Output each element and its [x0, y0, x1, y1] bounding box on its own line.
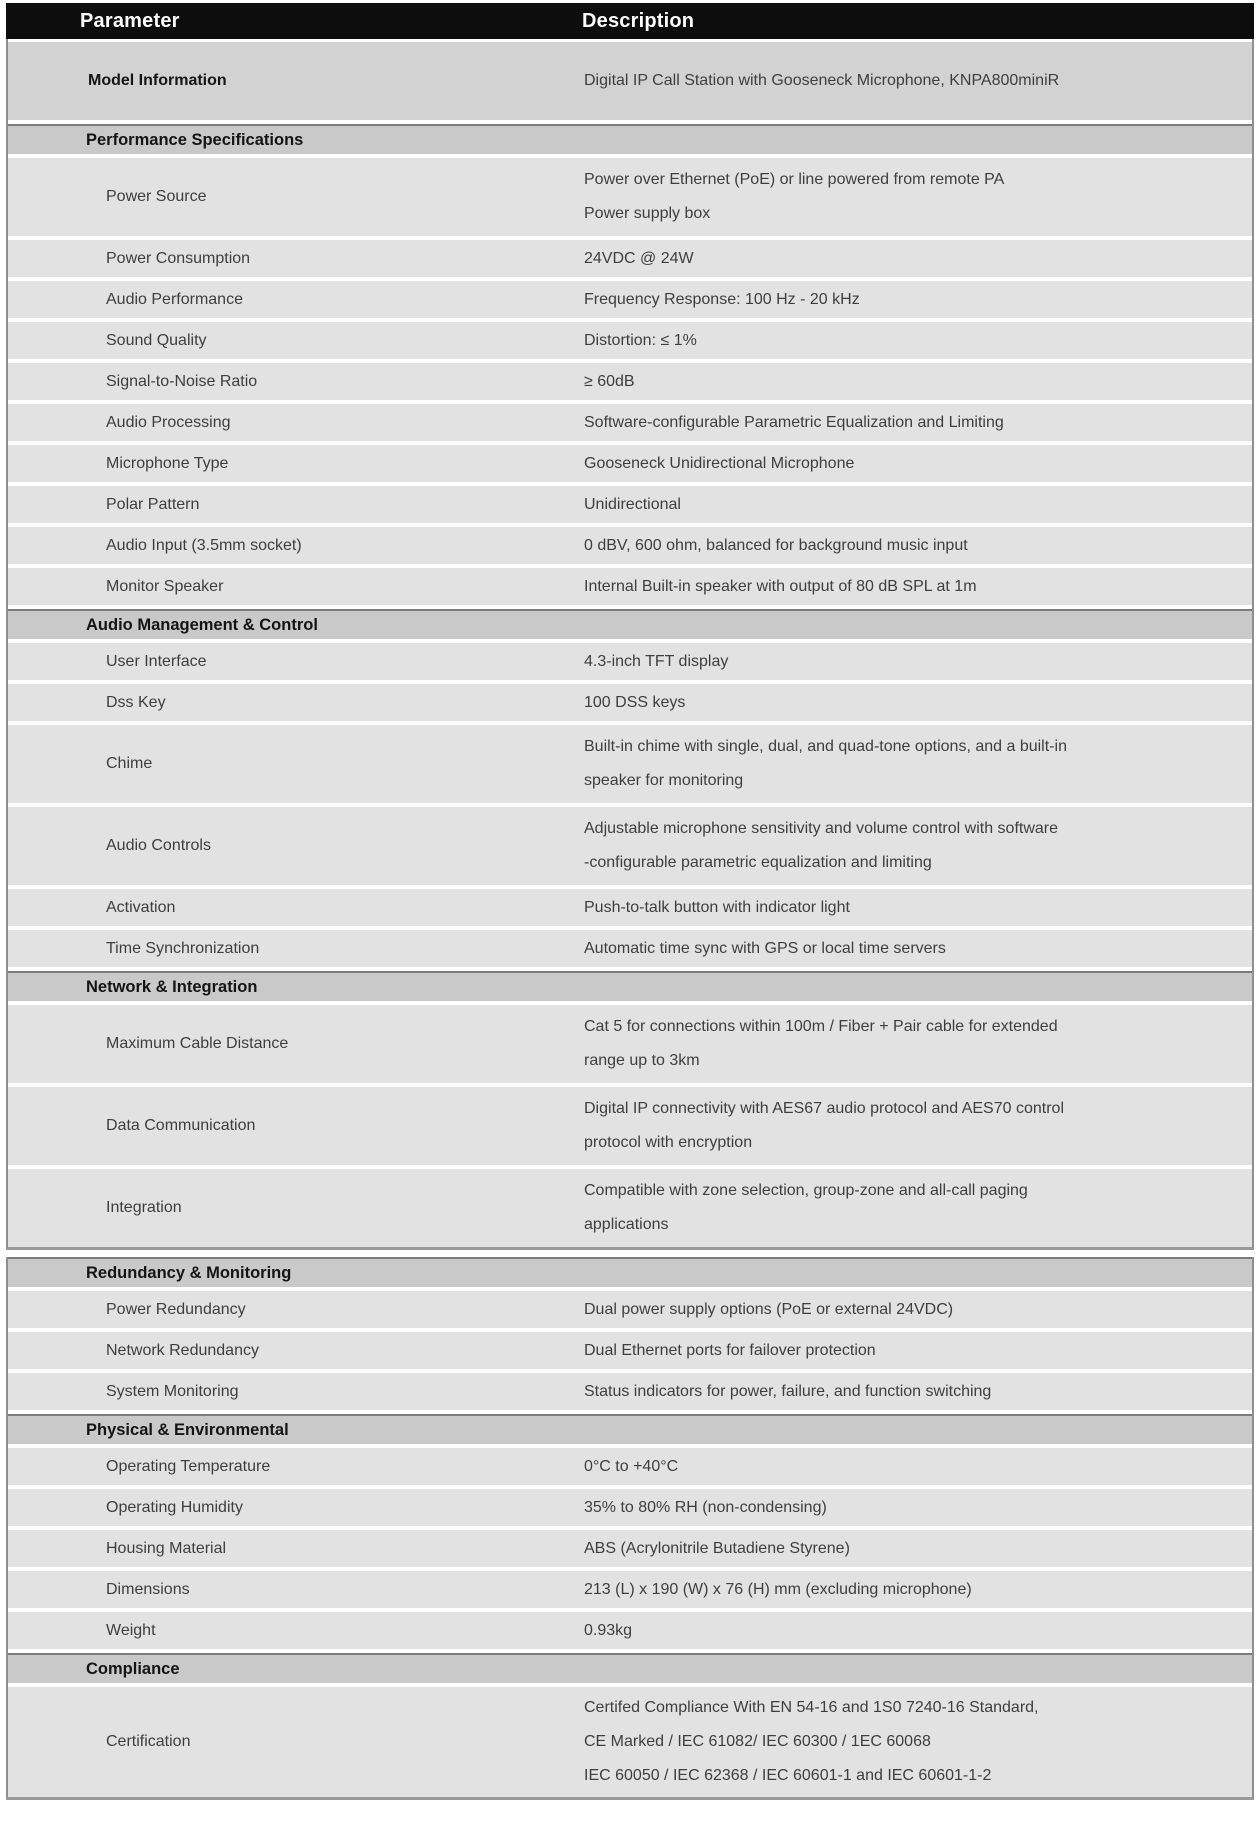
description-line: speaker for monitoring: [584, 772, 744, 789]
spec-row: [8, 363, 1252, 400]
spec-row: [8, 240, 1252, 277]
spec-row: [8, 42, 1252, 120]
parameter-cell: [8, 188, 584, 206]
parameter-cell: [8, 537, 584, 555]
spec-row: [8, 1169, 1252, 1247]
spec-row: [8, 807, 1252, 885]
parameter-label: Audio Performance: [106, 290, 243, 308]
parameter-label: Integration: [106, 1199, 182, 1216]
parameter-label: Monitor Speaker: [106, 577, 224, 595]
description-cell: [584, 932, 1252, 966]
spec-row: [8, 889, 1252, 926]
description-line: ≥ 60dB: [584, 372, 635, 390]
description-line: Internal Built-in speaker with output of 80 dB SPL at 1m: [584, 577, 977, 595]
description-line: 100 DSS keys: [584, 693, 686, 711]
description-cell: [584, 1573, 1252, 1607]
parameter-cell: [8, 1301, 584, 1319]
description-cell: [584, 1092, 1252, 1160]
spec-row: [8, 1291, 1252, 1328]
parameter-cell: [8, 899, 584, 917]
spec-row: [8, 1373, 1252, 1410]
parameter-cell: [8, 72, 584, 90]
description-cell: [584, 529, 1252, 563]
spec-row: [8, 158, 1252, 236]
section-title: Redundancy & Monitoring: [86, 1263, 292, 1282]
description-cell: [584, 1010, 1252, 1078]
parameter-label: Dss Key: [106, 693, 166, 711]
parameter-cell: [8, 1733, 584, 1751]
parameter-cell: [8, 291, 584, 309]
parameter-cell: [8, 1199, 584, 1217]
col-header-parameter: Parameter: [80, 9, 180, 32]
parameter-label: Network Redundancy: [106, 1341, 259, 1359]
description-line: CE Marked / IEC 61082/ IEC 60300 / 1EC 60068: [584, 1733, 931, 1750]
description-line: applications: [584, 1216, 669, 1233]
parameter-cell: [8, 1499, 584, 1517]
parameter-cell: [8, 837, 584, 855]
description-line: Dual power supply options (PoE or external 24VDC): [584, 1300, 954, 1318]
parameter-label: Model Information: [88, 72, 227, 89]
description-line: Frequency Response: 100 Hz - 20 kHz: [584, 290, 860, 308]
spec-table-block-1: [6, 3, 1254, 1250]
parameter-label: Certification: [106, 1733, 191, 1750]
parameter-label: Power Source: [106, 188, 207, 205]
parameter-label: Operating Humidity: [106, 1498, 243, 1516]
description-line: Status indicators for power, failure, and function switching: [584, 1382, 992, 1400]
description-cell: [584, 406, 1252, 440]
description-line: 4.3-inch TFT display: [584, 652, 729, 670]
description-cell: [584, 1174, 1252, 1242]
description-line: 0 dBV, 600 ohm, balanced for background music input: [584, 536, 968, 554]
description-line: Gooseneck Unidirectional Microphone: [584, 454, 855, 472]
spec-row: [8, 1087, 1252, 1165]
parameter-cell: [8, 250, 584, 268]
spec-row: [8, 1571, 1252, 1608]
spec-row: [8, 930, 1252, 967]
parameter-label: Polar Pattern: [106, 495, 200, 513]
parameter-cell: [8, 940, 584, 958]
spec-row: [8, 281, 1252, 318]
description-cell: [584, 447, 1252, 481]
description-line: ABS (Acrylonitrile Butadiene Styrene): [584, 1539, 850, 1557]
parameter-label: Data Communication: [106, 1117, 256, 1134]
spec-row: [8, 1612, 1252, 1649]
description-cell: [584, 365, 1252, 399]
description-cell: [584, 686, 1252, 720]
parameter-label: Time Synchronization: [106, 939, 260, 957]
description-line: Compatible with zone selection, group-zone and all-call paging: [584, 1182, 1028, 1199]
description-cell: [584, 1691, 1252, 1793]
parameter-label: Sound Quality: [106, 331, 207, 349]
parameter-label: Power Consumption: [106, 249, 251, 267]
spec-row: [8, 1332, 1252, 1369]
section-title: Physical & Environmental: [86, 1420, 289, 1439]
description-line: Automatic time sync with GPS or local time servers: [584, 939, 946, 957]
parameter-cell: [8, 578, 584, 596]
description-line: Power over Ethernet (PoE) or line powered from remote PA: [584, 171, 1005, 188]
parameter-cell: [8, 496, 584, 514]
parameter-cell: [8, 755, 584, 773]
parameter-cell: [8, 1117, 584, 1135]
parameter-label: Housing Material: [106, 1539, 227, 1557]
description-line: Digital IP Call Station with Gooseneck Microphone, KNPA800miniR: [584, 72, 1060, 89]
section-header-row: [8, 971, 1252, 1001]
parameter-label: Audio Controls: [106, 837, 211, 854]
parameter-label: Power Redundancy: [106, 1300, 246, 1318]
description-header-cell: [582, 10, 1254, 33]
description-line: 24VDC @ 24W: [584, 249, 694, 267]
parameter-cell: [8, 1622, 584, 1640]
description-cell: [584, 570, 1252, 604]
spec-row: [8, 527, 1252, 564]
description-cell: [584, 64, 1252, 98]
parameter-label: Signal-to-Noise Ratio: [106, 372, 258, 390]
description-line: 0.93kg: [584, 1621, 633, 1639]
description-cell: [584, 283, 1252, 317]
description-cell: [584, 324, 1252, 358]
spec-row: [8, 1448, 1252, 1485]
spec-row: [8, 486, 1252, 523]
description-line: Digital IP connectivity with AES67 audio protocol and AES70 control: [584, 1100, 1064, 1117]
description-line: Distortion: ≤ 1%: [584, 331, 697, 349]
parameter-cell: [8, 653, 584, 671]
parameter-label: Dimensions: [106, 1580, 190, 1598]
description-line: 35% to 80% RH (non-condensing): [584, 1498, 827, 1516]
description-line: Built-in chime with single, dual, and quad-tone options, and a built-in: [584, 738, 1067, 755]
spec-row: [8, 322, 1252, 359]
description-line: IEC 60050 / IEC 62368 / IEC 60601-1 and IEC 60601-1-2: [584, 1767, 992, 1784]
description-line: Certifed Compliance With EN 54-16 and 1S0 7240-16 Standard,: [584, 1699, 1039, 1716]
description-cell: [584, 645, 1252, 679]
col-header-description: Description: [582, 9, 695, 32]
parameter-label: Operating Temperature: [106, 1457, 271, 1475]
description-cell: [584, 242, 1252, 276]
parameter-label: Activation: [106, 898, 176, 916]
description-line: protocol with encryption: [584, 1134, 753, 1151]
spec-table-block-2: [6, 1257, 1254, 1800]
parameter-cell: [8, 332, 584, 350]
section-title: Audio Management & Control: [86, 615, 318, 634]
parameter-cell: [8, 1342, 584, 1360]
parameter-label: Microphone Type: [106, 454, 229, 472]
description-line: Cat 5 for connections within 100m / Fiber + Pair cable for extended: [584, 1018, 1058, 1035]
spec-row: [8, 1005, 1252, 1083]
description-line: Software-configurable Parametric Equalization and Limiting: [584, 413, 1004, 431]
description-cell: [584, 1491, 1252, 1525]
section-header-row: [8, 124, 1252, 154]
spec-row: [8, 1530, 1252, 1567]
parameter-cell: [8, 694, 584, 712]
spec-row: [8, 643, 1252, 680]
spec-row: [8, 725, 1252, 803]
section-title: Compliance: [86, 1659, 180, 1678]
section-header-row: [8, 1653, 1252, 1683]
description-cell: [584, 891, 1252, 925]
section-header-row: [8, 1257, 1252, 1287]
description-line: Dual Ethernet ports for failover protection: [584, 1341, 876, 1359]
spec-row: [8, 684, 1252, 721]
parameter-cell: [8, 1540, 584, 1558]
description-line: -configurable parametric equalization and limiting: [584, 854, 932, 871]
description-cell: [584, 1334, 1252, 1368]
section-title: Network & Integration: [86, 977, 258, 996]
parameter-cell: [8, 455, 584, 473]
description-cell: [584, 488, 1252, 522]
spec-row: [8, 568, 1252, 605]
parameter-cell: [8, 1035, 584, 1053]
description-line: range up to 3km: [584, 1052, 700, 1069]
parameter-label: Audio Processing: [106, 413, 231, 431]
section-header-row: [8, 1414, 1252, 1444]
spec-row: [8, 1489, 1252, 1526]
parameter-label: Audio Input (3.5mm socket): [106, 536, 302, 554]
description-cell: [584, 1375, 1252, 1409]
parameter-cell: [8, 1581, 584, 1599]
parameter-label: System Monitoring: [106, 1382, 239, 1400]
parameter-header-cell: [6, 10, 582, 33]
spec-row: [8, 445, 1252, 482]
parameter-label: Chime: [106, 755, 153, 772]
parameter-label: User Interface: [106, 652, 207, 670]
description-cell: [584, 730, 1252, 798]
parameter-cell: [8, 1383, 584, 1401]
spec-row: [8, 404, 1252, 441]
parameter-cell: [8, 414, 584, 432]
parameter-label: Maximum Cable Distance: [106, 1035, 289, 1052]
description-line: 0°C to +40°C: [584, 1457, 679, 1475]
section-title: Performance Specifications: [86, 130, 304, 149]
description-line: 213 (L) x 190 (W) x 76 (H) mm (excluding microphone): [584, 1580, 972, 1598]
section-header-row: [8, 609, 1252, 639]
description-line: Adjustable microphone sensitivity and volume control with software: [584, 820, 1059, 837]
description-line: Unidirectional: [584, 495, 681, 513]
description-cell: [584, 1614, 1252, 1648]
description-cell: [584, 812, 1252, 880]
description-cell: [584, 1450, 1252, 1484]
description-line: Power supply box: [584, 205, 711, 222]
description-line: Push-to-talk button with indicator light: [584, 898, 850, 916]
spec-row: [8, 1687, 1252, 1797]
description-cell: [584, 1293, 1252, 1327]
description-cell: [584, 1532, 1252, 1566]
description-cell: [584, 163, 1252, 231]
spec-table: [6, 3, 1254, 1800]
parameter-cell: [8, 1458, 584, 1476]
table-header-row: [6, 3, 1254, 39]
parameter-label: Weight: [106, 1621, 156, 1639]
parameter-cell: [8, 373, 584, 391]
